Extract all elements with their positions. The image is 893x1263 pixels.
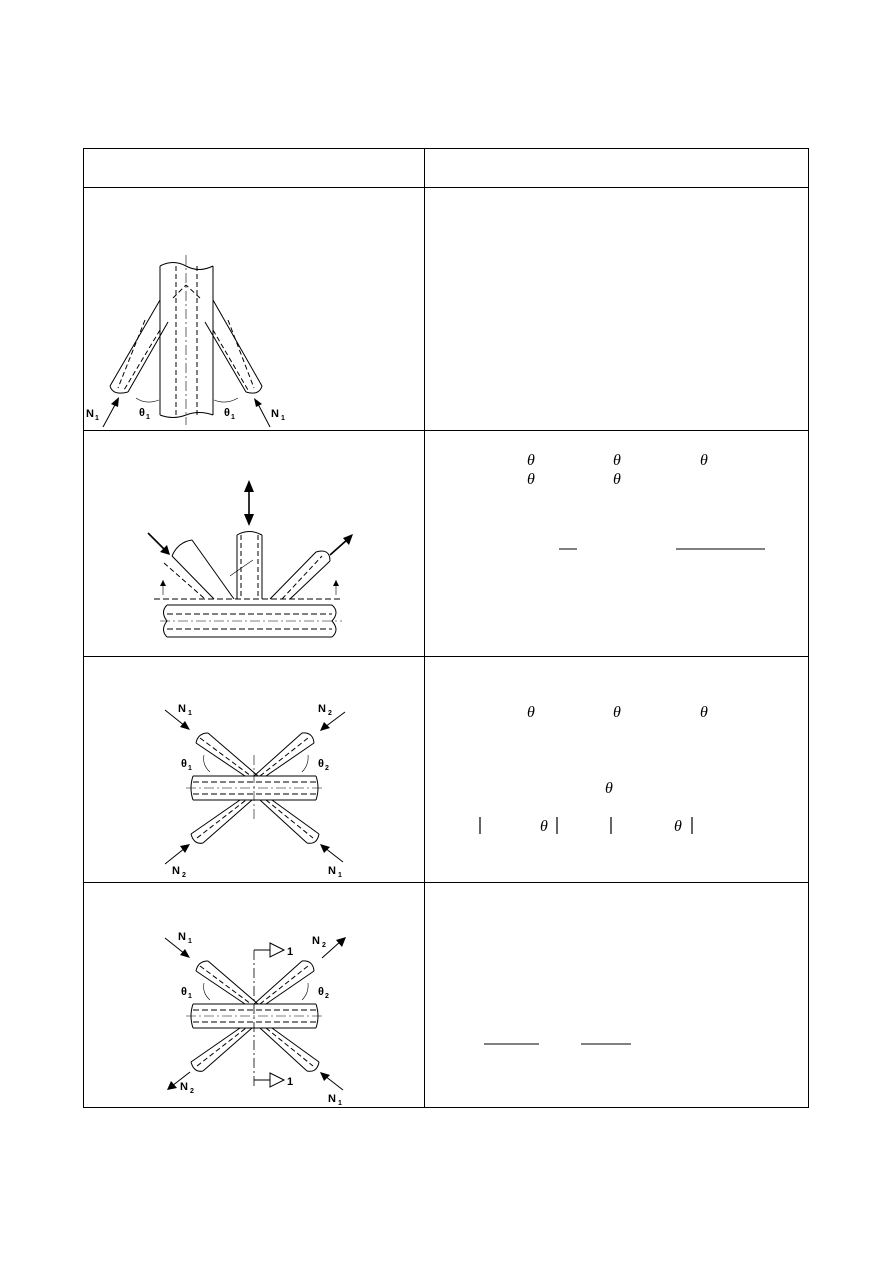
- row3-n1-bottom-sub: 1: [338, 872, 342, 879]
- row2-theta-2: θ: [613, 452, 621, 469]
- row3-theta-b: θ: [613, 704, 621, 721]
- row1-n-right: N: [271, 408, 279, 420]
- row3-n2-top-sub: 2: [328, 710, 332, 717]
- row3-n2-top: N: [318, 703, 326, 715]
- row4-n2-top-sub: 2: [322, 942, 326, 949]
- row2-theta-3: θ: [700, 452, 708, 469]
- row2-theta-1: θ: [527, 452, 535, 469]
- row3-theta-e: θ: [540, 818, 548, 835]
- row1-theta-left-sub: 1: [146, 414, 150, 421]
- row4-section-top: 1: [287, 946, 294, 958]
- row4-n2-top: N: [312, 935, 320, 947]
- row4-n2-bottom: N: [180, 1081, 188, 1093]
- row4-theta1: θ: [181, 986, 187, 998]
- row1-theta-right: θ: [224, 407, 230, 419]
- row3-theta2-sub: 2: [325, 765, 329, 772]
- row2-theta-5: θ: [613, 471, 621, 488]
- row1-n-left-sub: 1: [95, 415, 99, 422]
- row3-n2-bottom: N: [172, 865, 180, 877]
- row4-n1-top: N: [178, 931, 186, 943]
- row3-theta-d: θ: [605, 780, 613, 797]
- row1-n-left: N: [86, 408, 94, 420]
- row1-theta-left: θ: [139, 407, 145, 419]
- row3-theta1-sub: 1: [188, 765, 192, 772]
- row3-theta1: θ: [181, 758, 187, 770]
- row3-theta-a: θ: [527, 704, 535, 721]
- row1-n-right-sub: 1: [281, 415, 285, 422]
- row4-theta2-sub: 2: [325, 993, 329, 1000]
- row3-n1-top: N: [178, 703, 186, 715]
- row3-theta-c: θ: [700, 704, 708, 721]
- row4-theta2: θ: [318, 986, 324, 998]
- row3-n1-top-sub: 1: [188, 710, 192, 717]
- row4-section-bottom: 1: [287, 1076, 294, 1088]
- row3-theta2: θ: [318, 758, 324, 770]
- row2-theta-4: θ: [527, 471, 535, 488]
- row3-theta-f: θ: [674, 818, 682, 835]
- row4-n1-bottom-sub: 1: [338, 1100, 342, 1107]
- row4-n1-bottom: N: [328, 1093, 336, 1105]
- row4-n1-top-sub: 1: [188, 938, 192, 945]
- row3-n2-bottom-sub: 2: [182, 872, 186, 879]
- row4-theta1-sub: 1: [188, 993, 192, 1000]
- row4-n2-bottom-sub: 2: [190, 1088, 194, 1095]
- row3-n1-bottom: N: [328, 865, 336, 877]
- row1-theta-right-sub: 1: [231, 414, 235, 421]
